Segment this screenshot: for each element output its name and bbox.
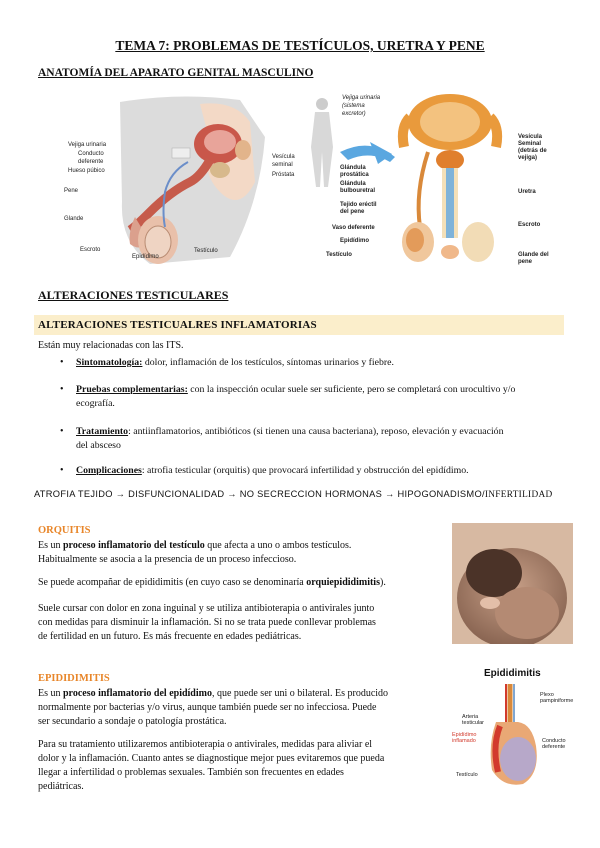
- label-r-testiculo: Testículo: [326, 252, 352, 258]
- anatomy-frontal-figure: [300, 92, 570, 272]
- label-vesicula-1: Vesícula: [272, 154, 295, 160]
- orquitis-photo: [452, 523, 573, 644]
- bullet-dot-icon: •: [60, 465, 64, 476]
- label-glande: Glande: [64, 216, 84, 222]
- label-testiculo: Testículo: [194, 248, 218, 254]
- label-escroto: Escroto: [80, 247, 101, 253]
- orquitis-paragraph-3: Suele cursar con dolor en zona inguinal y se utiliza antibioterapia o antivirales junto con medidas para disminuir la inflamación. Si no se trata puede conllevar problemas de fertilidad en un futuro. Es más frecuente en edades pediátricas.: [38, 603, 376, 642]
- page-title: TEMA 7: PROBLEMAS DE TESTÍCULOS, URETRA Y PENE: [115, 38, 485, 53]
- sagittal-illustration: [60, 92, 300, 272]
- label-deferente: deferente: [78, 159, 104, 165]
- label-pene: Pene: [64, 188, 79, 194]
- epi-label-conducto: Conducto deferente: [542, 738, 566, 750]
- label-prostata: Próstata: [272, 172, 295, 178]
- epi-label-plexo: Plexo pampiniforme: [540, 692, 574, 704]
- consequence-chain: ATROFIA TEJIDO → DISFUNCIONALIDAD → NO SECRECCION HORMONAS → HIPOGONADISMO/INFERTILIDAD: [34, 489, 553, 500]
- label-r-vaso: Vaso deferente: [332, 225, 375, 231]
- alteraciones-heading: ALTERACIONES TESTICULARES: [38, 288, 229, 302]
- label-r-glandula-prostatica: Glándula prostática: [340, 165, 369, 178]
- label-r-vejiga-2: (sistema: [342, 103, 365, 109]
- epididimitis-paragraph-2: Para su tratamiento utilizaremos antibioterapia o antivirales, medidas para aliviar el dolor y la inflamación. Cuanto antes se diagnostique mejor pues evitaremos que pueda llegar a infertilidad o problemas sexuales. También son frecuentes en edades pediátricas.: [38, 739, 385, 792]
- label-epididimo: Epidídimo: [132, 254, 159, 260]
- list-item: • Sintomatología: dolor, inflamación de los testículos, síntomas urinarios y fiebre.: [60, 357, 394, 368]
- orquitis-heading: ORQUITIS: [38, 525, 91, 536]
- label-r-glandula-bulbo: Glándula bulbouretral: [340, 181, 376, 194]
- inflamatorias-heading: ALTERACIONES TESTICUALRES INFLAMATORIAS: [34, 315, 564, 335]
- label-vesicula-2: seminal: [272, 162, 293, 168]
- intro-text: Están muy relacionadas con las ITS.: [38, 340, 184, 351]
- list-item: • Pruebas complementarias: con la inspección ocular suele ser suficiente, pero se completará con urocultivo y/o ecografía.: [60, 384, 516, 409]
- epi-label-arteria: Arteria testicular: [462, 714, 485, 726]
- label-r-vesicula: Vesícula Seminal (detrás de vejiga): [518, 134, 547, 161]
- epi-label-testiculo: Testículo: [456, 772, 478, 778]
- label-r-vejiga-3: excretor): [342, 111, 366, 117]
- anatomy-heading: ANATOMÍA DEL APARATO GENITAL MASCULINO: [38, 67, 314, 79]
- label-conducto: Conducto: [78, 151, 104, 157]
- label-r-tejido: Tejido eréctil del pene: [340, 202, 377, 215]
- epi-figure-title: Epididimitis: [484, 668, 541, 679]
- list-item: • Tratamiento: antiinflamatorios, antibióticos (si tienen una causa bacteriana), reposo, elevación y evacuación del absceso: [60, 426, 504, 451]
- label-vejiga: Vejiga urinaria: [68, 142, 107, 148]
- bullet-dot-icon: •: [60, 426, 64, 437]
- orquitis-paragraph-1: Es un proceso inflamatorio del testículo que afecta a uno o ambos testículos. Habitualmente se asocia a la presencia de un proceso infeccioso.: [38, 540, 352, 565]
- label-r-vejiga-1: Vejiga urinaria: [342, 95, 381, 101]
- label-r-escroto: Escroto: [518, 222, 541, 228]
- label-r-uretra: Uretra: [518, 189, 536, 195]
- orquitis-paragraph-2: Se puede acompañar de epididimitis (en cuyo caso se denominaría orquiepididimitis).: [38, 577, 386, 588]
- epididimitis-paragraph-1: Es un proceso inflamatorio del epidídimo, que puede ser uni o bilateral. Es producido normalmente por bacterias y/o virus, aunque también puede ser no infecciosa. Puede ser secundario a sondaje o patología prostática.: [38, 688, 389, 727]
- list-item: • Complicaciones: atrofia testicular (orquitis) que provocará infertilidad y obstrucción del epidídimo.: [60, 465, 469, 476]
- epididimitis-figure: [448, 664, 576, 794]
- label-hueso: Hueso púbico: [68, 168, 105, 174]
- bullet-dot-icon: •: [60, 384, 64, 395]
- anatomy-sagittal-figure: [60, 92, 300, 272]
- bullet-dot-icon: •: [60, 357, 64, 368]
- epi-label-epididimo: Epidídimo inflamado: [452, 732, 477, 744]
- epididimitis-heading: EPIDIDIMITIS: [38, 673, 110, 684]
- label-r-glande: Glande del pene: [518, 252, 549, 265]
- label-r-epididimo: Epidídimo: [340, 238, 369, 244]
